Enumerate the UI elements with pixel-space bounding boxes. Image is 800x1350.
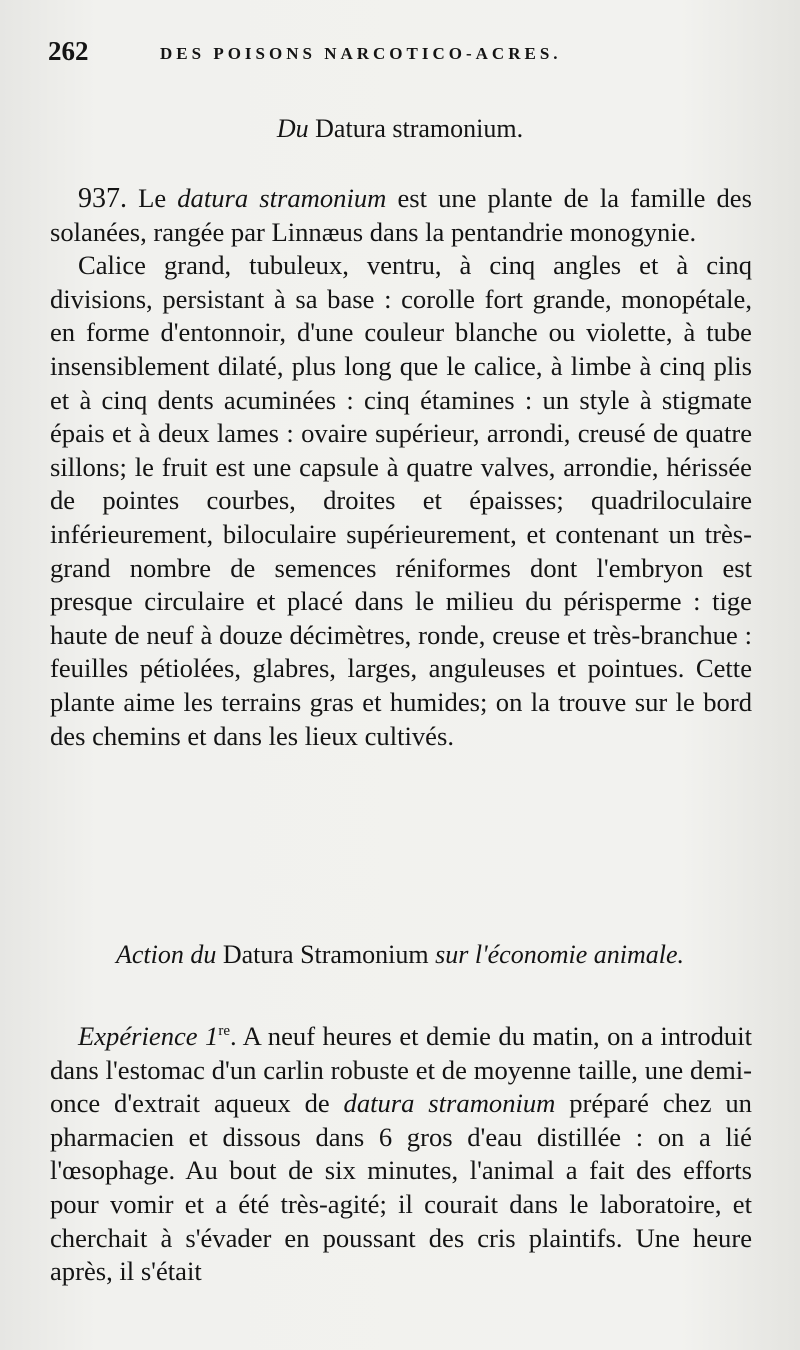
paragraph-number: 937. <box>78 183 127 214</box>
experience-species: datura stramonium <box>343 1088 556 1119</box>
subsection-title <box>0 940 800 970</box>
paragraph-description: Calice grand, tubuleux, ventru, à cinq angles et à cinq divisions, persistant à sa base : corolle fort grande, monopétale, en forme d'entonnoir, d'une couleur blanche ou violette, à tube insensiblement dilaté, plus long que le calice, à limbe à cinq plis et à cinq dents acuminées : cinq étamines : un style à stigmate épais et à deux lames : ovaire supérieur, arrondi, creusé de quatre sillons; le fruit est une capsule à quatre valves, arrondie, hérissée de pointes courbes, droites et épaisses; quadriloculaire inférieurement, biloculaire supérieurement, et contenant un très-grand nombre de semences réniformes dont l'embryon est presque circulaire et placé dans le milieu du périsperme : tige haute de neuf à douze décimètres, ronde, creuse et très-branchue : feuilles pétiolées, glabres, larges, anguleuses et pointues. Cette plante aime les terrains gras et humides; on la trouve sur le bord des chemins et dans les lieux cultivés. <box>50 250 752 751</box>
experience-label: Expérience 1 <box>78 1021 219 1051</box>
experience-text-a: . A neuf heures et demie du matin, on a introduit dans l'estomac d'un carlin robuste et de moyenne taille, une demi-once d'extrait aqueux de <box>50 1021 752 1119</box>
subsection-title-name: Datura Stramonium <box>222 940 429 969</box>
species-name: datura stramonium <box>177 183 387 213</box>
paragraph-experience-1 <box>50 1020 752 1289</box>
running-head-title: DES POISONS NARCOTICO-ACRES. <box>160 44 562 63</box>
running-head <box>48 36 752 70</box>
text-block-experience <box>50 1020 752 1289</box>
experience-text-b: préparé chez un pharmacien et dissous dans 6 gros d'eau distillée : on a lié l'œsophage. Au bout de six minutes, l'animal a fait des efforts pour vomir et a été très-agité; il courait dans le laboratoire, et cherchait à s'évader en poussant des cris plaintifs. Une heure après, il s'était <box>50 1088 752 1287</box>
experience-label-sup: re <box>218 1023 230 1040</box>
section-title-prefix: Du <box>276 114 309 143</box>
section-title-name: Datura stramonium. <box>315 114 524 143</box>
text-block-datura <box>50 182 752 753</box>
section-title <box>0 114 800 144</box>
paragraph-937-text: est une plante de la famille des solanées, rangée par Linnæus dans la pentandrie monogynie. <box>50 183 752 247</box>
page-number: 262 <box>48 36 89 66</box>
subsection-title-part2: sur l'économie animale. <box>435 940 685 969</box>
paragraph-937-lead: Le <box>138 183 167 213</box>
paragraph-937 <box>50 182 752 249</box>
subsection-title-part1: Action du <box>115 940 217 969</box>
